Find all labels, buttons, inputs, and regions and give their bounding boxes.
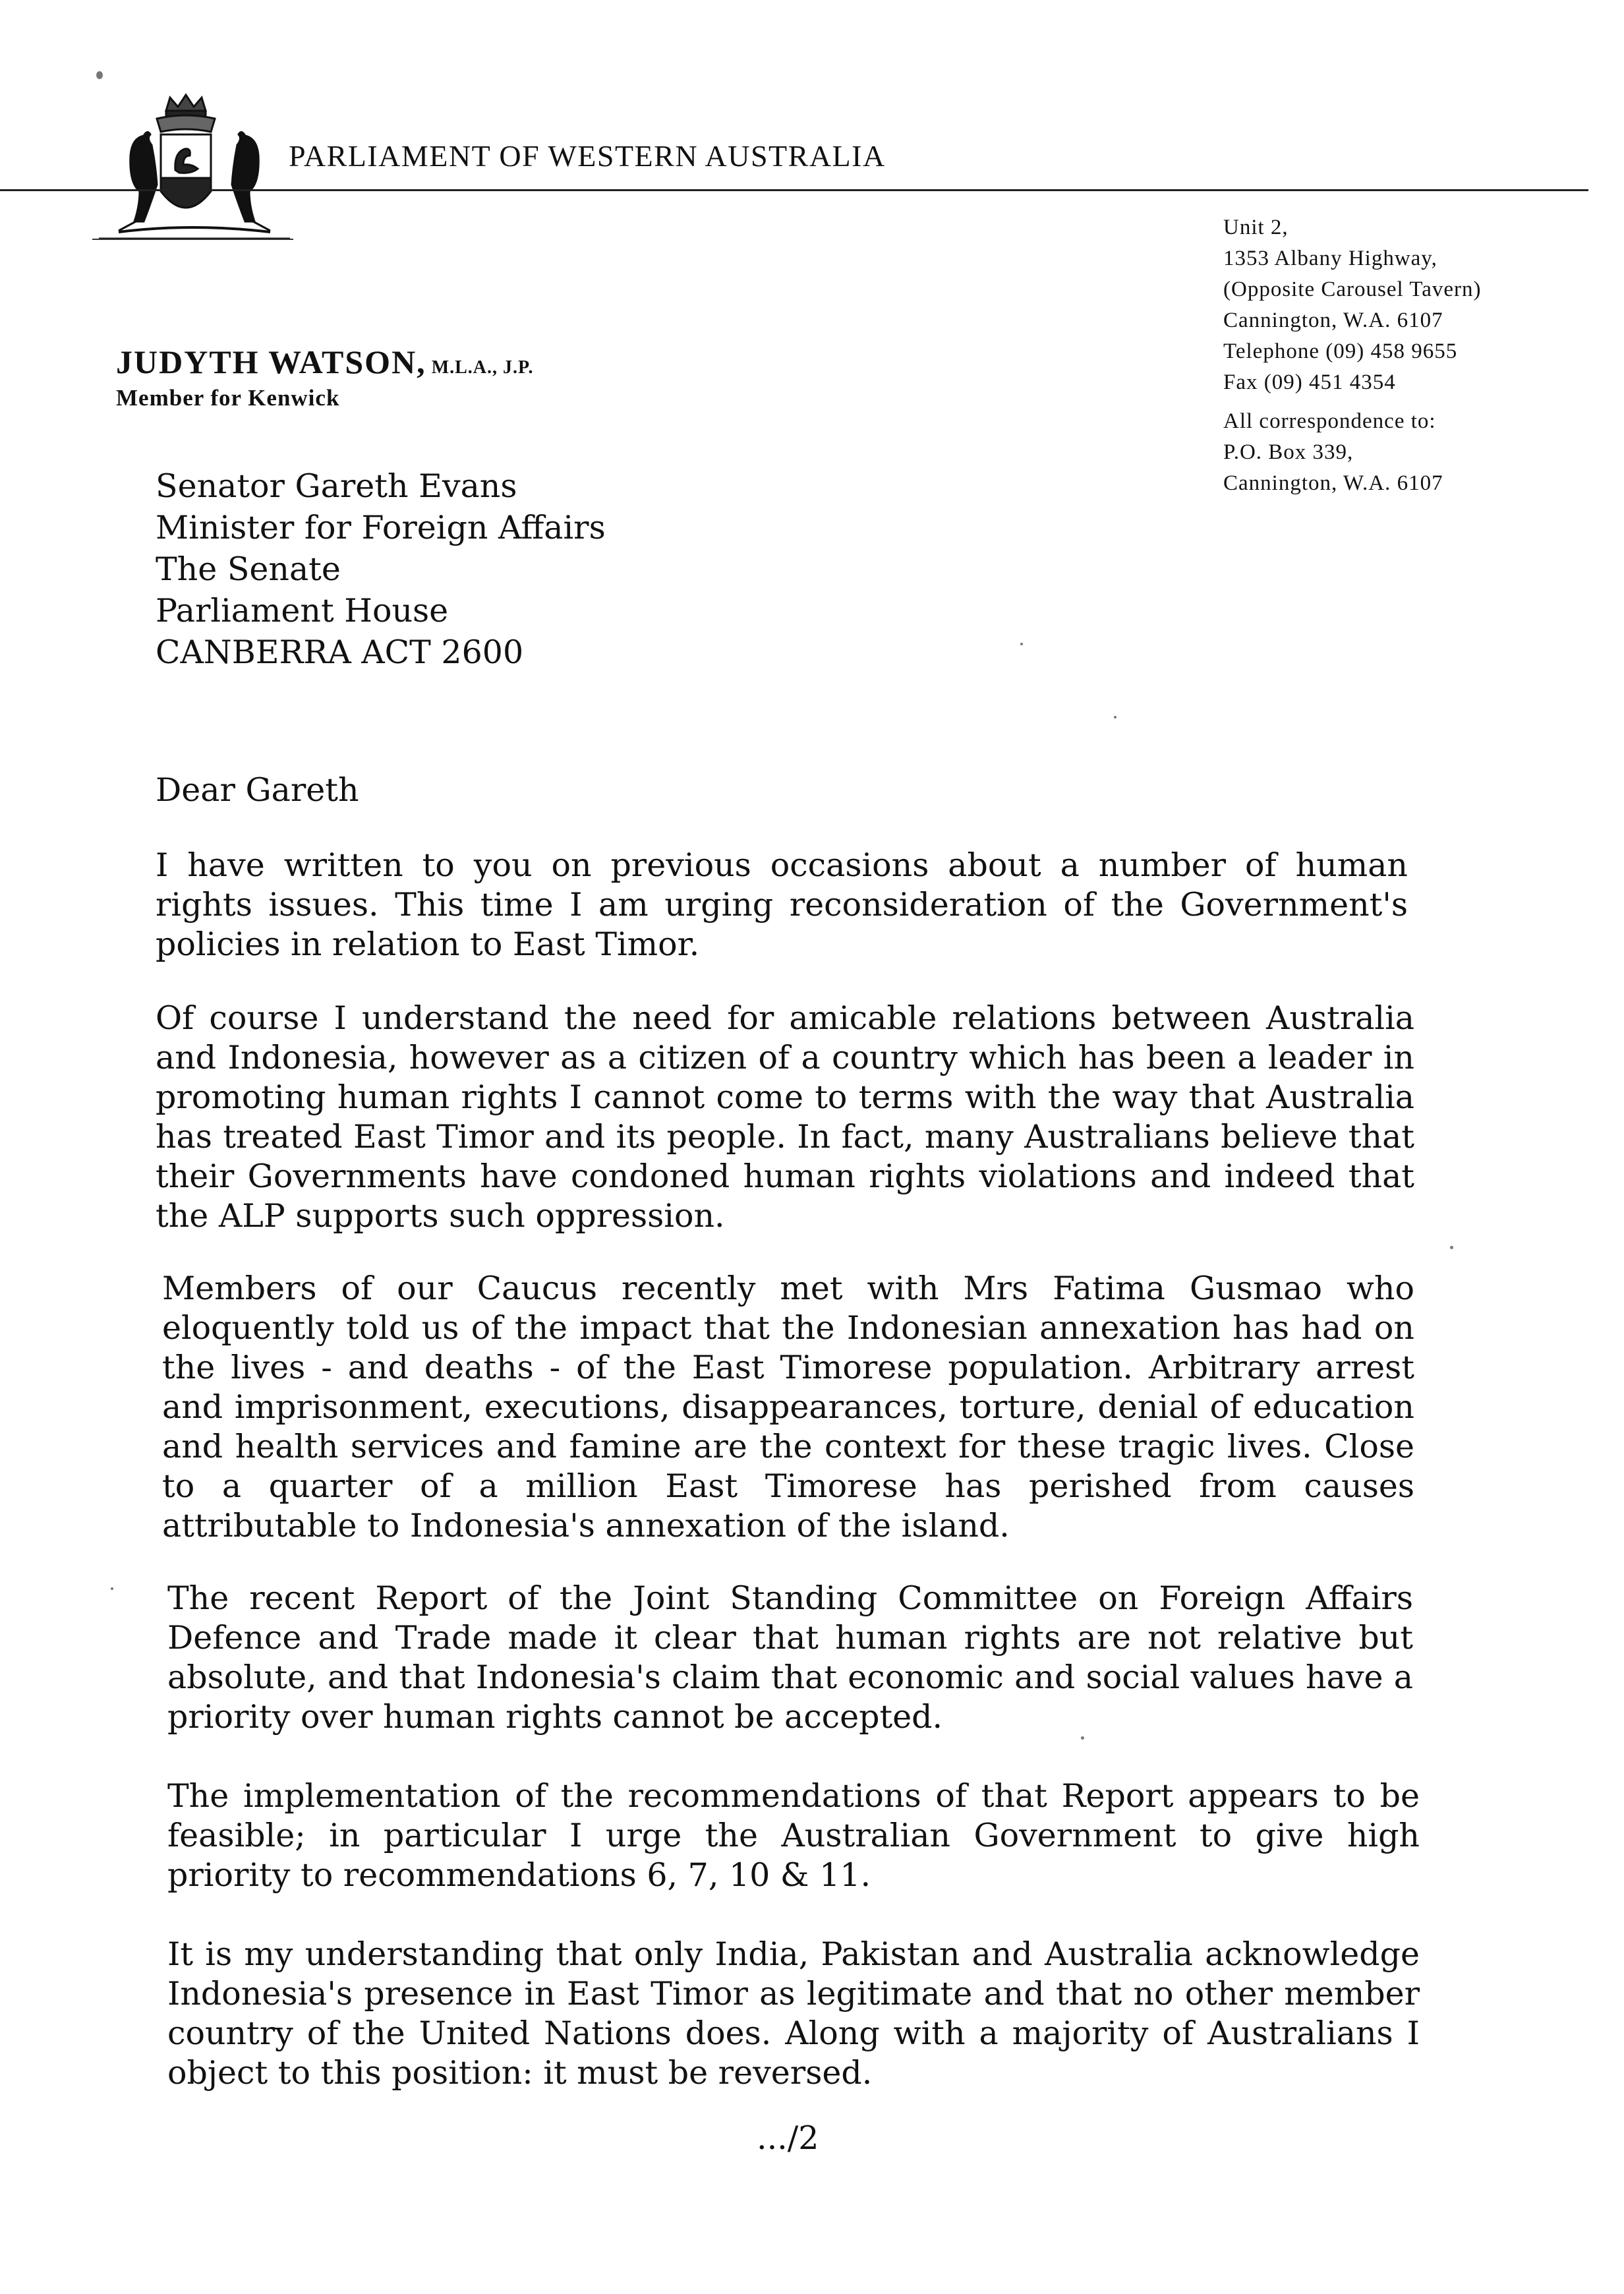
body-paragraph: I have written to you on previous occasions about a number of human rights issues. This time I am urging reconsideration of the Government's policies in relation to East Timor. [156, 846, 1408, 963]
page-continuation: .../2 [757, 2119, 819, 2157]
member-postnominals: M.L.A., J.P. [431, 357, 534, 378]
scan-speck [1020, 643, 1023, 645]
member-name-block [116, 343, 534, 381]
crest-underline [92, 239, 293, 240]
body-paragraph: The implementation of the recommendations of that Report appears to be feasible; in particular I urge the Australian Government to give high priority to recommendations 6, 7, 10 & 11. [167, 1777, 1420, 1894]
scan-speck [1114, 716, 1116, 719]
contact-po-box: P.O. Box 339, [1223, 440, 1354, 464]
contact-unit: Unit 2, [1223, 216, 1289, 239]
salutation: Dear Gareth [156, 771, 359, 809]
contact-street: 1353 Albany Highway, [1223, 247, 1437, 270]
body-paragraph: Of course I understand the need for amicable relations between Australia and Indonesia, however as a citizen of a country which has been a leader in promoting human rights I cannot come to terms with the way that Australia has treated East Timor and its people. In fact, many Australians believe that their Governments have condoned human rights violations and indeed that the ALP supports such oppression. [156, 999, 1414, 1235]
contact-landmark: (Opposite Carousel Tavern) [1223, 278, 1482, 301]
scan-speck [111, 1587, 113, 1590]
contact-telephone: Telephone (09) 458 9655 [1223, 339, 1458, 363]
recipient-line: CANBERRA ACT 2600 [156, 633, 524, 671]
recipient-line: Senator Gareth Evans [156, 467, 517, 505]
contact-block [1223, 212, 1481, 499]
contact-fax: Fax (09) 451 4354 [1223, 370, 1396, 394]
body-paragraph: The recent Report of the Joint Standing Committee on Foreign Affairs Defence and Trade made it clear that human rights are not relative but absolute, and that Indonesia's claim that economic and social values have a priority over human rights cannot be accepted. [167, 1579, 1413, 1736]
body-paragraph: Members of our Caucus recently met with Mrs Fatima Gusmao who eloquently told us of the impact that the Indonesian annexation has had on the lives - and deaths - of the East Timorese population. Arbitrary arrest and imprisonment, executions, disappearances, torture, denial of education and health services and famine are the context for these tragic lives. Close to a quarter of a million East Timorese has perished from causes attributable to Indonesia's annexation of the island. [162, 1270, 1414, 1544]
recipient-line: The Senate [156, 550, 341, 588]
member-seat: Member for Kenwick [116, 385, 340, 411]
scan-speck [1450, 1246, 1453, 1249]
letterhead-rule [0, 189, 1588, 191]
contact-correspondence-label: All correspondence to: [1223, 409, 1436, 433]
contact-suburb: Cannington, W.A. 6107 [1223, 309, 1443, 332]
contact-po-suburb: Cannington, W.A. 6107 [1223, 471, 1443, 495]
institution-name: PARLIAMENT OF WESTERN AUSTRALIA [289, 139, 886, 173]
recipient-line: Parliament House [156, 592, 449, 630]
body-paragraph: It is my understanding that only India, Pakistan and Australia acknowledge Indonesia's presence in East Timor as legitimate and that no other member country of the United Nations does. Along with a majority of Australians I object to this position: it must be reversed. [167, 1935, 1420, 2092]
scan-speck [1081, 1736, 1084, 1740]
coat-of-arms-icon [92, 92, 297, 250]
member-name: JUDYTH WATSON, [116, 343, 426, 380]
recipient-address [156, 465, 606, 673]
recipient-line: Minister for Foreign Affairs [156, 509, 606, 546]
scan-speck [96, 71, 103, 79]
